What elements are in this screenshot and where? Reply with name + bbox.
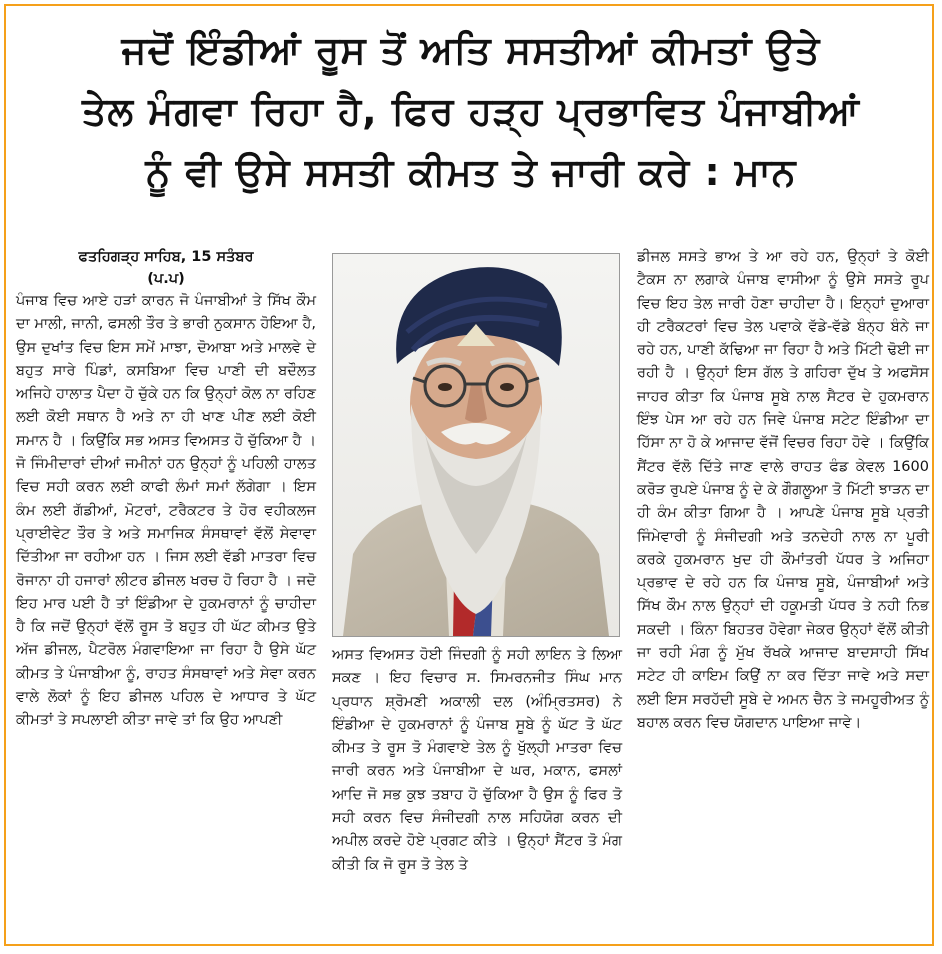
headline-line-1: ਜਦੋਂ ਇੰਡੀਆਂ ਰੂਸ ਤੋਂ ਅਤਿ ਸਸਤੀਆਂ ਕੀਮਤਾਂ ਉਤੇ [121, 28, 821, 72]
article-column-3 [637, 246, 929, 735]
article-column-2 [332, 644, 622, 877]
article-column-1 [16, 246, 316, 733]
portrait-photo [332, 253, 620, 637]
dateline: ਫਤਹਿਗੜ੍ਹ ਸਾਹਿਬ, 15 ਸਤੰਬਰ [78, 249, 254, 265]
headline-line-3: ਨੂੰ ਵੀ ਉਸੇ ਸਸਤੀ ਕੀਮਤ ਤੇ ਜਾਰੀ ਕਰੇ : ਮਾਨ [145, 150, 797, 194]
headline-line-2: ਤੇਲ ਮੰਗਵਾ ਰਿਹਾ ਹੈ, ਫਿਰ ਹੜ੍ਹ ਪ੍ਰਭਾਵਿਤ ਪੰਜਾਬੀਆਂ [82, 89, 860, 133]
agency-credit: (ਪ.ਪ) [147, 271, 185, 287]
body-text-column-3: ਡੀਜਲ ਸਸਤੇ ਭਾਅ ਤੇ ਆ ਰਹੇ ਹਨ, ਉਨ੍ਹਾਂ ਤੇ ਕੋਈ ਟੈਕਸ ਨਾ ਲਗਾਕੇ ਪੰਜਾਬ ਵਾਸੀਆ ਨੂੰ ਉਸੇ ਸਸਤੇ ਰੂਪ ਵਿਚ ਇਹ ਤੇਲ ਜਾਰੀ ਹੋਣਾ ਚਾਹੀਦਾ ਹੈ। ਇਨ੍ਹਾਂ ਦੁਆਰਾ ਹੀ ਟਰੈਕਟਰਾਂ ਵਿਚ ਤੇਲ ਪਵਾਕੇ ਵੱਡੇ-ਵੱਡੇ ਬੰਨ੍ਹ ਬੰਨੇ ਜਾ ਰਹੇ ਹਨ, ਪਾਣੀ ਕੱਢਿਆ ਜਾ ਰਿਹਾ ਹੈ ਅਤੇ ਮਿੱਟੀ ਢੋਈ ਜਾ ਰਹੀ ਹੈ । ਉਨ੍ਹਾਂ ਇਸ ਗੱਲ ਤੇ ਗਹਿਰਾ ਦੁੱਖ ਤੇ ਅਫਸੋਸ ਜਾਹਰ ਕੀਤਾ ਕਿ ਪੰਜਾਬ ਸੂਬੇ ਨਾਲ ਸੈਟਰ ਦੇ ਹੁਕਮਰਾਨ ਇੰਝ ਪੇਸ ਆ ਰਹੇ ਹਨ ਜਿਵੇ ਪੰਜਾਬ ਸਟੇਟ ਇੰਡੀਆ ਦਾ ਹਿੱਸਾ ਨਾ ਹੋ ਕੇ ਆਜਾਦ ਵੱਜੋਂ ਵਿਚਰ ਰਿਹਾ ਹੋਵੇ । ਕਿਉਂਕਿ ਸੈਂਟਰ ਵੱਲੋ ਦਿੱਤੇ ਜਾਣ ਵਾਲੇ ਰਾਹਤ ਫੰਡ ਕੇਵਲ 1600 ਕਰੋੜ ਰੁਪਏ ਪੰਜਾਬ ਨੂੰ ਦੇ ਕੇ ਗੌਗਲੂਆ ਤੋ ਮਿੱਟੀ ਝਾੜਨ ਦਾ ਹੀ ਕੰਮ ਕੀਤਾ ਗਿਆ ਹੈ । ਆਪਣੇ ਪੰਜਾਬ ਸੂਬੇ ਪ੍ਰਤੀ ਜਿੰਮੇਵਾਰੀ ਨੂੰ ਸੰਜੀਦਗੀ ਅਤੇ ਤਨਦੇਹੀ ਨਾਲ ਨਾ ਪੂਰੀ ਕਰਕੇ ਹੁਕਮਰਾਨ ਖੁਦ ਹੀ ਕੌਮਾਂਤਰੀ ਪੱਧਰ ਤੇ ਅਜਿਹਾ ਪ੍ਰਭਾਵ ਦੇ ਰਹੇ ਹਨ ਕਿ ਪੰਜਾਬ ਸੂਬੇ, ਪੰਜਾਬੀਆਂ ਅਤੇ ਸਿੱਖ ਕੌਮ ਨਾਲ ਉਨ੍ਹਾਂ ਦੀ ਹਕੂਮਤੀ ਪੱਧਰ ਤੇ ਨਹੀ ਨਿਭ ਸਕਦੀ । ਕਿੰਨਾ ਬਿਹਤਰ ਹੋਵੇਗਾ ਜੇਕਰ ਉਨ੍ਹਾਂ ਵੱਲੋਂ ਕੀਤੀ ਜਾ ਰਹੀ ਮੰਗ ਨੂੰ ਮੁੱਖ ਰੱਖਕੇ ਆਜਾਦ ਬਾਦਸਾਹੀ ਸਿੱਖ ਸਟੇਟ ਹੀ ਕਾਇਮ ਕਿਉਂ ਨਾ ਕਰ ਦਿੱਤਾ ਜਾਵੇ ਅਤੇ ਸਦਾ ਲਈ ਇਸ ਸਰਹੱਦੀ ਸੂਬੇ ਦੇ ਅਮਨ ਚੈਨ ਤੇ ਜਮਹੂਰੀਅਤ ਨੂੰ ਬਹਾਲ ਕਰਨ ਵਿਚ ਯੋਗਦਾਨ ਪਾਇਆ ਜਾਵੇ। [637, 249, 929, 731]
headline [6, 20, 936, 203]
body-text-column-1: ਪੰਜਾਬ ਵਿਚ ਆਏ ਹੜਾਂ ਕਾਰਨ ਜੋ ਪੰਜਾਬੀਆਂ ਤੇ ਸਿੱਖ ਕੌਮ ਦਾ ਮਾਲੀ, ਜਾਨੀ, ਫਸਲੀ ਤੌਰ ਤੇ ਭਾਰੀ ਨੁਕਸਾਨ ਹੋਇਆ ਹੈ, ਉਸ ਦੁਖਾਂਤ ਵਿਚ ਇਸ ਸਮੇਂ ਮਾਝਾ, ਦੋਆਬਾ ਅਤੇ ਮਾਲਵੇ ਦੇ ਬਹੁਤ ਸਾਰੇ ਪਿੰਡਾਂ, ਕਸਬਿਆ ਵਿਚ ਪਾਣੀ ਦੀ ਬਦੌਲਤ ਅਜਿਹੇ ਹਾਲਾਤ ਪੈਦਾ ਹੋ ਚੁੱਕੇ ਹਨ ਕਿ ਉਨ੍ਹਾਂ ਕੋਲ ਨਾ ਰਹਿਣ ਲਈ ਕੋਈ ਸਥਾਨ ਹੈ ਅਤੇ ਨਾ ਹੀ ਖਾਣ ਪੀਣ ਲਈ ਕੋਈ ਸਮਾਨ ਹੈ । ਕਿਉਂਕਿ ਸਭ ਅਸਤ ਵਿਅਸਤ ਹੋ ਚੁੱਕਿਆ ਹੈ । ਜੋ ਜਿੰਮੀਦਾਰਾਂ ਦੀਆਂ ਜਮੀਨਾਂ ਹਨ ਉਨ੍ਹਾਂ ਨੂੰ ਪਹਿਲੀ ਹਾਲਤ ਵਿਚ ਸਹੀ ਕਰਨ ਲਈ ਕਾਫੀ ਲੰਮਾਂ ਸਮਾਂ ਲੱਗੇਗਾ । ਇਸ ਕੰਮ ਲਈ ਗੱਡੀਆਂ, ਮੋਟਰਾਂ, ਟਰੈਕਟਰ ਤੇ ਹੋਰ ਵਹੀਕਲਜ ਪ੍ਰਾਈਵੇਟ ਤੌਰ ਤੇ ਅਤੇ ਸਮਾਜਿਕ ਸੰਸਥਾਵਾਂ ਵੱਲੋਂ ਸੇਵਾਵਾ ਦਿੱਤੀਆ ਜਾ ਰਹੀਆ ਹਨ । ਜਿਸ ਲਈ ਵੱਡੀ ਮਾਤਰਾ ਵਿਚ ਰੋਜਾਨਾ ਹੀ ਹਜਾਰਾਂ ਲੀਟਰ ਡੀਜਲ ਖਰਚ ਹੋ ਰਿਹਾ ਹੈ । ਜਦੋ ਇਹ ਮਾਰ ਪਈ ਹੈ ਤਾਂ ਇੰਡੀਆ ਦੇ ਹੁਕਮਰਾਨਾਂ ਨੂੰ ਚਾਹੀਦਾ ਹੈ ਕਿ ਜਦੋਂ ਉਨ੍ਹਾਂ ਵੱਲੋਂ ਰੂਸ ਤੋ ਬਹੁਤ ਹੀ ਘੱਟ ਕੀਮਤ ਉਤੇ ਅੱਜ ਡੀਜਲ, ਪੈਟਰੋਲ ਮੰਗਵਾਇਆ ਜਾ ਰਿਹਾ ਹੈ ਉਸੇ ਘੱਟ ਕੀਮਤ ਤੇ ਪੰਜਾਬੀਆ ਨੂੰ, ਰਾਹਤ ਸੰਸਥਾਵਾਂ ਅਤੇ ਸੇਵਾ ਕਰਨ ਵਾਲੇ ਲੋਕਾਂ ਨੂੰ ਇਹ ਡੀਜਲ ਪਹਿਲ ਦੇ ਆਧਾਰ ਤੇ ਘੱਟ ਕੀਮਤਾਂ ਤੇ ਸਪਲਾਈ ਕੀਤਾ ਜਾਵੇ ਤਾਂ ਕਿ ਉਹ ਆਪਣੀ [16, 293, 316, 729]
article-frame [4, 4, 934, 946]
body-text-column-2: ਅਸਤ ਵਿਅਸਤ ਹੋਈ ਜਿੰਦਗੀ ਨੂੰ ਸਹੀ ਲਾਇਨ ਤੇ ਲਿਆ ਸਕਣ । ਇਹ ਵਿਚਾਰ ਸ. ਸਿਮਰਨਜੀਤ ਸਿੰਘ ਮਾਨ ਪ੍ਰਧਾਨ ਸ਼੍ਰੋਮਣੀ ਅਕਾਲੀ ਦਲ (ਅੰਮ੍ਰਿਤਸਰ) ਨੇ ਇੰਡੀਆ ਦੇ ਹੁਕਮਰਾਨਾਂ ਨੂੰ ਪੰਜਾਬ ਸੂਬੇ ਨੂੰ ਘੱਟ ਤੋ ਘੱਟ ਕੀਮਤ ਤੇ ਰੂਸ ਤੋ ਮੰਗਵਾਏ ਤੇਲ ਨੂੰ ਖੁੱਲ੍ਹੀ ਮਾਤਰਾ ਵਿਚ ਜਾਰੀ ਕਰਨ ਅਤੇ ਪੰਜਾਬੀਆ ਦੇ ਘਰ, ਮਕਾਨ, ਫਸਲਾਂ ਆਦਿ ਜੋ ਸਭ ਕੁਝ ਤਬਾਹ ਹੋ ਚੁੱਕਿਆ ਹੈ ਉਸ ਨੂੰ ਫਿਰ ਤੋ ਸਹੀ ਕਰਨ ਵਿਚ ਸੰਜੀਦਗੀ ਨਾਲ ਸਹਿਯੋਗ ਕਰਨ ਦੀ ਅਪੀਲ ਕਰਦੇ ਹੋਏ ਪ੍ਰਗਟ ਕੀਤੇ । ਉਨ੍ਹਾਂ ਸੈਂਟਰ ਤੋ ਮੰਗ ਕੀਤੀ ਕਿ ਜੋ ਰੂਸ ਤੋ ਤੇਲ ਤੇ [332, 647, 622, 873]
portrait-illustration [333, 254, 619, 636]
